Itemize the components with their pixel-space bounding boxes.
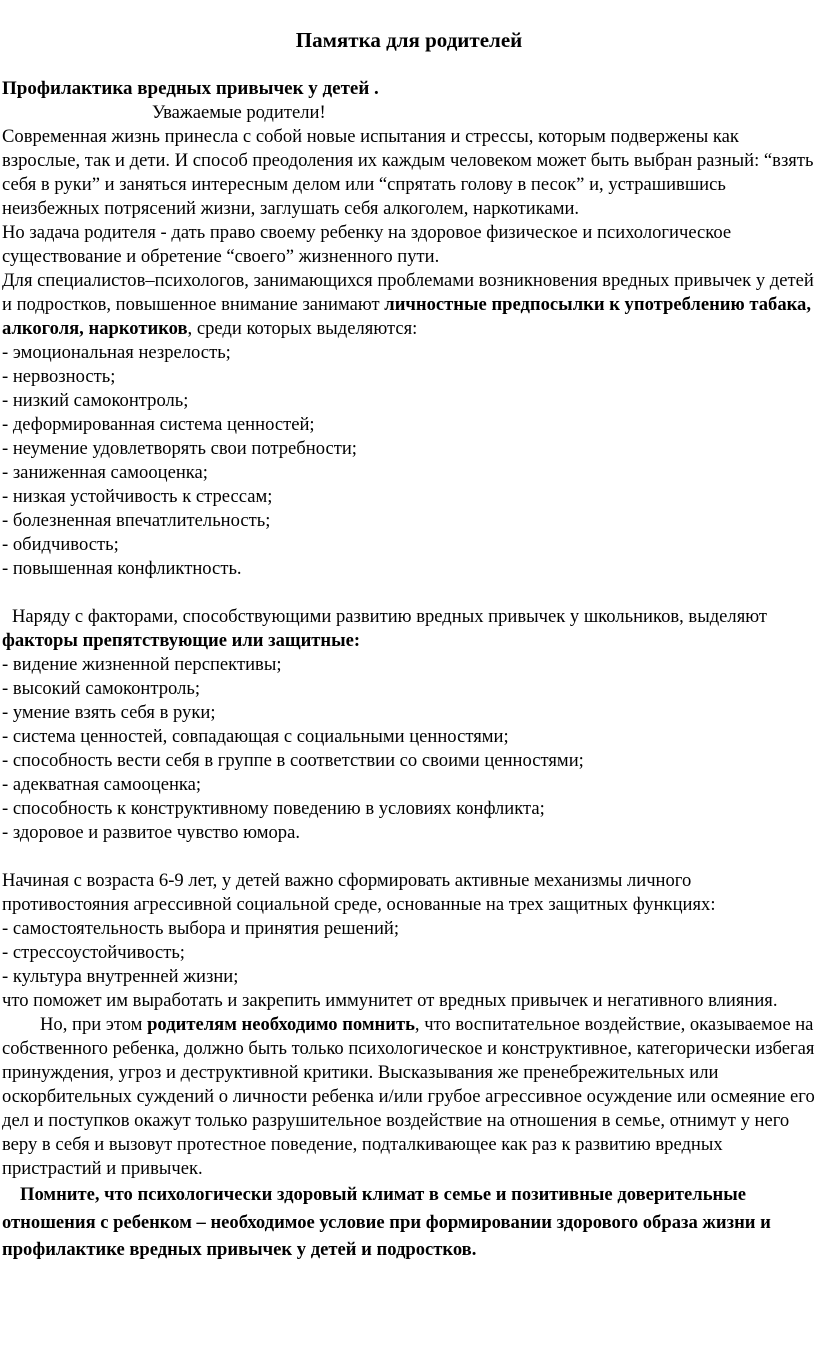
list-item: - способность к конструктивному поведению в условиях конфликта; [2, 798, 545, 819]
list-item: - заниженная самооценка; [2, 462, 208, 483]
intro-paragraph-2: Но задача родителя - дать право своему ребенку на здоровое физическое и психологическое существование и обретение “своего” жизненного пути. [2, 222, 732, 267]
list-item: - способность вести себя в группе в соответствии со своими ценностями; [2, 750, 584, 771]
list-item: - болезненная впечатлительность; [2, 510, 271, 531]
list-item: - неумение удовлетворять свои потребности; [2, 438, 357, 459]
list-item: - низкий самоконтроль; [2, 390, 189, 411]
remember-bold: родителям необходимо помнить [147, 1014, 415, 1035]
remember-text: Но, при этом [40, 1014, 148, 1035]
risk-intro-paragraph [2, 269, 816, 341]
page-title: Памятка для родителей [295, 28, 523, 52]
paragraph-gap [2, 581, 816, 605]
functions-outro-paragraph: что поможет им выработать и закрепить иммунитет от вредных привычек и негативного влияния. [2, 990, 778, 1011]
age-intro-paragraph: Начиная с возраста 6-9 лет, у детей важно сформировать активные механизмы личного противостояния агрессивной социальной среде, основанные на трех защитных функциях: [2, 870, 716, 915]
list-item: - видение жизненной перспективы; [2, 654, 282, 675]
list-item: - культура внутренней жизни; [2, 966, 239, 987]
risk-intro-text: Для специалистов–психологов, занимающихся проблемами возникновения вредных привычек у детей и подростков, повышенное внимание занимают [2, 270, 814, 315]
functions-list [2, 917, 816, 989]
risk-factors-list [2, 341, 816, 581]
protective-intro-text: Наряду с факторами, способствующими развитию вредных привычек у школьников, выделяют [12, 606, 768, 627]
list-item: - нервозность; [2, 366, 116, 387]
list-item: - повышенная конфликтность. [2, 558, 242, 579]
list-item: - умение взять себя в руки; [2, 702, 216, 723]
list-item: - стрессоустойчивость; [2, 942, 185, 963]
protective-intro-paragraph [2, 605, 816, 653]
list-item: - деформированная система ценностей; [2, 414, 315, 435]
list-item: - высокий самоконтроль; [2, 678, 201, 699]
paragraph-gap [2, 845, 816, 869]
intro-paragraph-1: Современная жизнь принесла с собой новые испытания и стрессы, которым подвержены как взрослые, так и дети. И способ преодоления их каждым человеком может быть выбран разный: “взять себя в руки” и заняться интересным делом или “спрятать голову в песок” и, устрашившись неизбежных потрясений жизни, заглушать себя алкоголем, наркотиками. [2, 126, 814, 219]
list-item: - здоровое и развитое чувство юмора. [2, 822, 301, 843]
list-item: - обидчивость; [2, 534, 119, 555]
list-item: - адекватная самооценка; [2, 774, 202, 795]
conclusion-paragraph: Помните, что психологически здоровый климат в семье и позитивные доверительные отношения с ребенком – необходимое условие при формировании здорового образа жизни и профилактике вредных привычек у детей и подростков. [2, 1184, 771, 1260]
protective-factors-list [2, 653, 816, 845]
remember-paragraph [2, 1013, 816, 1181]
greeting: Уважаемые родители! [152, 102, 326, 123]
list-item: - система ценностей, совпадающая с социальными ценностями; [2, 726, 509, 747]
risk-intro-bold: личностные предпосылки к употреблению табака, алкоголя, наркотиков [2, 294, 812, 339]
protective-intro-bold: факторы препятствующие или защитные: [2, 630, 361, 651]
list-item: - самостоятельность выбора и принятия решений; [2, 918, 400, 939]
section-subtitle: Профилактика вредных привычек у детей . [2, 78, 379, 99]
remember-tail: , что воспитательное воздействие, оказываемое на собственного ребенка, должно быть только психологическое и конструктивное, категорически избегая принуждения, угроз и деструктивной критики. Высказывания же пренебрежительных или оскорбительных суждений о личности ребенка и/или грубое агрессивное осуждение или осмеяние его дел и поступков окажут только разрушительное воздействие на отношения в семье, отнимут у него веру в себя и вызовут протестное поведение, подталкивающее как раз к развитию вредных пристрастий и привычек. [2, 1014, 815, 1179]
risk-intro-tail: , среди которых выделяются: [187, 318, 418, 339]
list-item: - низкая устойчивость к стрессам; [2, 486, 273, 507]
list-item: - эмоциональная незрелость; [2, 342, 231, 363]
